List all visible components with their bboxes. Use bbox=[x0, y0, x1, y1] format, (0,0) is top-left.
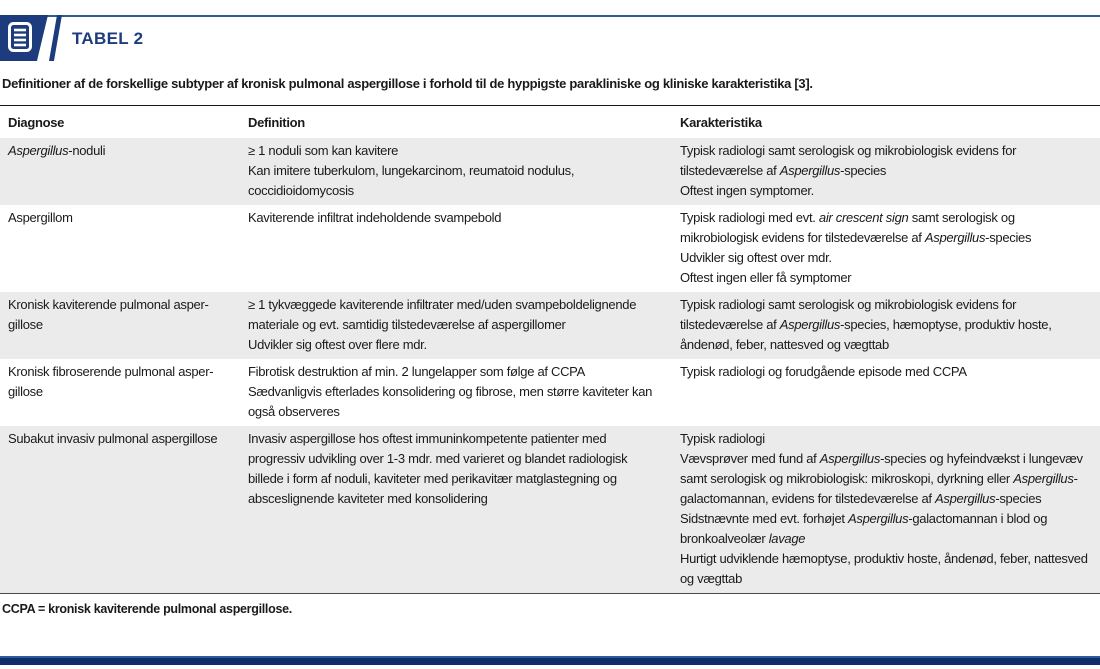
column-header-definition: Definition bbox=[240, 106, 672, 139]
table-header-row bbox=[0, 106, 1100, 139]
table-row bbox=[0, 138, 1100, 205]
cell-diagnose: Aspergillus-noduli bbox=[8, 143, 106, 158]
table-caption: Definitioner af de forskellige subtyper af kronisk pulmonal aspergillose i forhold til de hyppigste parakliniske og kliniske karakteristika [3]. bbox=[2, 76, 813, 91]
top-rule bbox=[0, 15, 1100, 17]
cell-diagnose: Aspergillom bbox=[8, 210, 73, 225]
cell-karakteristika: Typisk radiologi samt serologisk og mikrobiologisk evidens for tilstedeværelse af Aspergillus-species Oftest ingen symptomer. bbox=[680, 143, 1017, 198]
table-row bbox=[0, 359, 1100, 426]
cell-karakteristika: Typisk radiologi med evt. air crescent sign samt serologisk og mikrobiologisk evidens for tilstedeværelse af Aspergillus-species Udvikler sig oftest over mdr. Oftest ingen eller få symptomer bbox=[680, 210, 1032, 285]
cell-definition: ≥ 1 noduli som kan kavitere Kan imitere tuberkulom, lungekarcinom, reumatoid nodulus, coccidioidomycosis bbox=[248, 143, 575, 198]
table-row bbox=[0, 426, 1100, 594]
badge-wedge bbox=[49, 15, 65, 61]
cell-definition: ≥ 1 tykvæggede kaviterende infiltrater med/uden svampeboldelignende materiale og evt. samtidig tilstedeværelse af aspergillomer Udvikler sig oftest over flere mdr. bbox=[248, 297, 637, 352]
cell-definition: Invasiv aspergillose hos oftest immuninkompetente patienter med progressiv udvikling over 1-3 mdr. med varieret og blandet radiologisk billede i form af noduli, kaviteter med perikavitær matglastegning og absceslignende kaviteter med konsolidering bbox=[248, 431, 628, 506]
header-band bbox=[0, 0, 1100, 62]
table-document-icon bbox=[8, 22, 32, 52]
table-row bbox=[0, 205, 1100, 292]
column-header-karakteristika: Karakteristika bbox=[672, 106, 1100, 139]
footnote: CCPA = kronisk kaviterende pulmonal aspergillose. bbox=[2, 602, 292, 616]
cell-definition: Fibrotisk destruktion af min. 2 lungelapper som følge af CCPA Sædvanligvis efterlades konsolidering og fibrose, men større kaviteter kan også observeres bbox=[248, 364, 653, 419]
table-row bbox=[0, 292, 1100, 359]
cell-diagnose: Subakut invasiv pulmonal aspergillose bbox=[8, 431, 218, 446]
cell-karakteristika: Typisk radiologi samt serologisk og mikrobiologisk evidens for tilstedeværelse af Aspergillus-species, hæmoptyse, produktiv hoste, åndenød, feber, nattesved og vægttab bbox=[680, 297, 1052, 352]
cell-diagnose: Kronisk kaviterende pulmonal aspergillose bbox=[8, 297, 209, 332]
column-header-diagnose: Diagnose bbox=[0, 106, 240, 139]
cell-diagnose: Kronisk fibroserende pulmonal aspergillose bbox=[8, 364, 214, 399]
definitions-table bbox=[0, 105, 1100, 594]
cell-karakteristika: Typisk radiologi og forudgående episode med CCPA bbox=[680, 364, 967, 379]
table-title: TABEL 2 bbox=[72, 29, 144, 48]
cell-karakteristika: Typisk radiologi Vævsprøver med fund af Aspergillus-species og hyfeindvækst i lungevæv samt serologisk og mikrobiologisk: mikroskopi, dyrkning eller Aspergillus-galactomannan, evidens for tilstedeværelse af Aspergillus-species Sidstnævnte med evt. forhøjet Aspergillus-galactomannan i blod og bronkoalveolær lavage Hurtigt udviklende hæmoptyse, produktiv hoste, åndenød, feber, nattesved og vægttab bbox=[680, 431, 1088, 586]
cell-definition: Kaviterende infiltrat indeholdende svampebold bbox=[248, 210, 502, 225]
bottom-bar bbox=[0, 656, 1100, 665]
